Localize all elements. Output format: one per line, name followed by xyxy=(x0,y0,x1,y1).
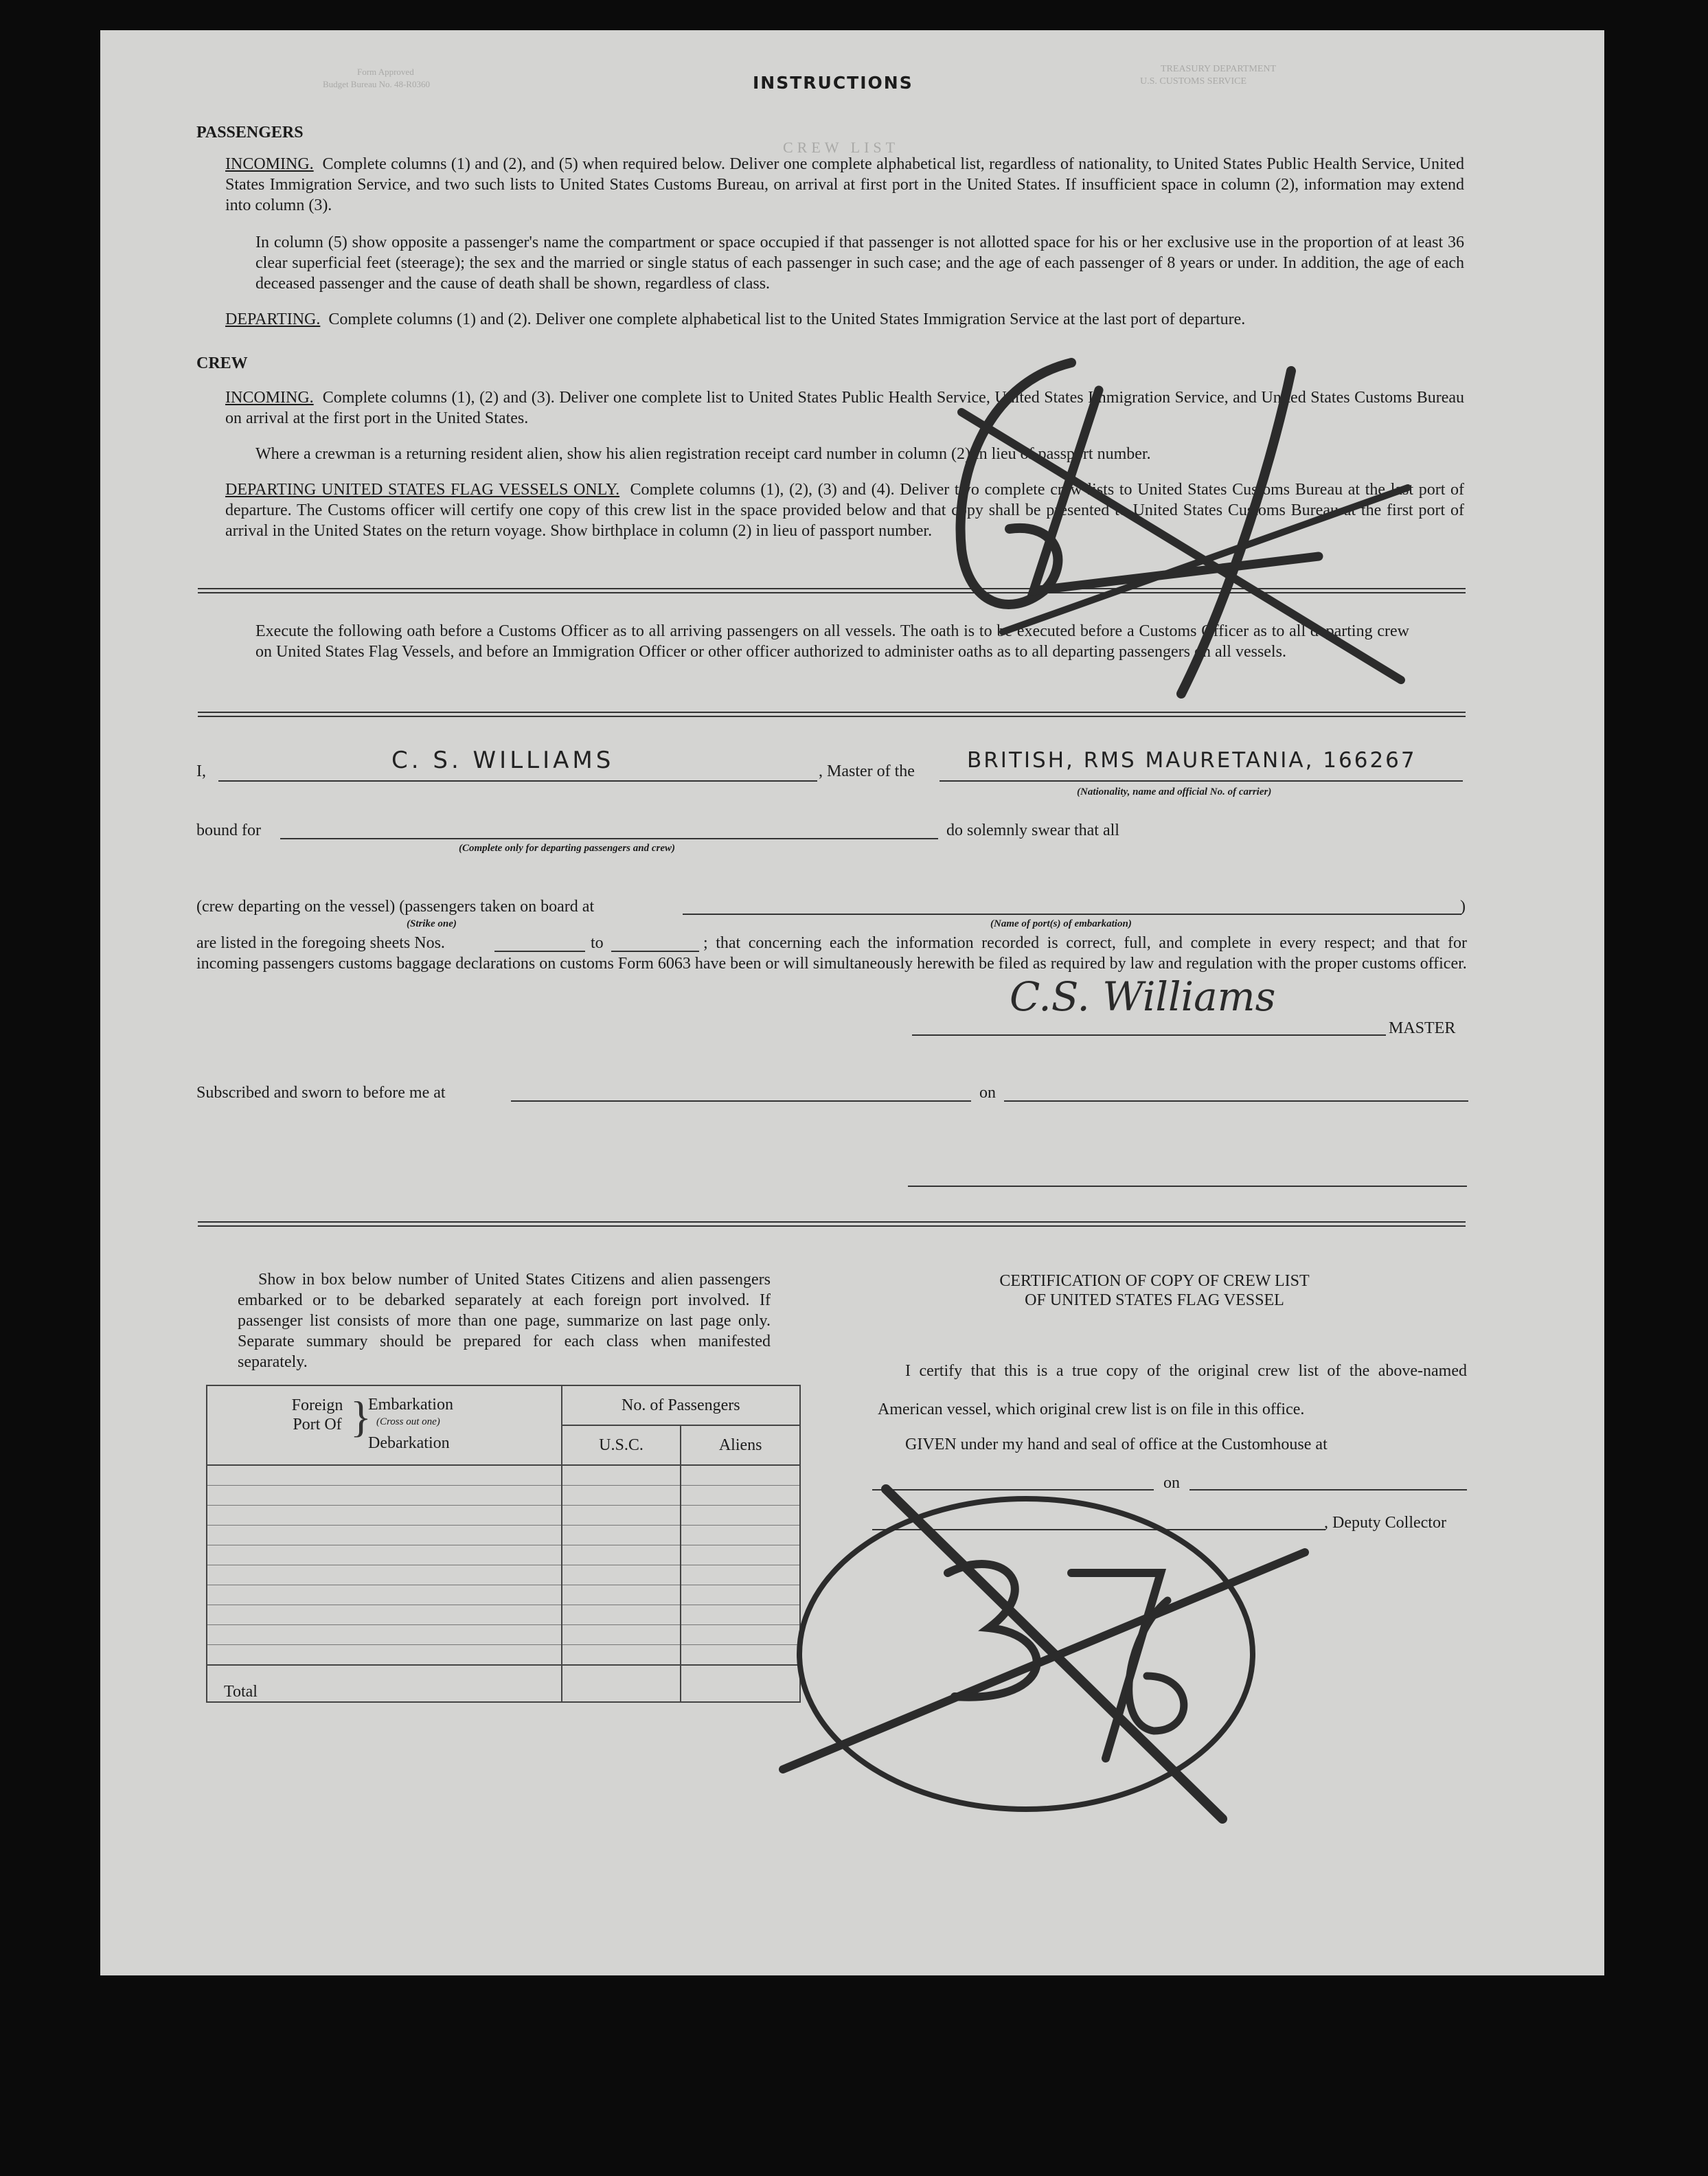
certification-text: I certify that this is a true copy of the original crew list of the above-named American vessel, which original crew list is on file in this office. xyxy=(878,1362,1467,1418)
crew-departing-label: (crew departing on the vessel) (passengers taken on board at xyxy=(196,898,595,916)
i-label: I, xyxy=(196,762,206,780)
master-label: MASTER xyxy=(1389,1019,1456,1037)
given-text: GIVEN under my hand and seal of office at the Customhouse at xyxy=(905,1436,1328,1453)
vessel-note: (Nationality, name and official No. of carrier) xyxy=(1077,786,1272,797)
sheets-label: are listed in the foregoing sheets Nos. xyxy=(196,934,445,952)
crew-incoming-label: INCOMING. xyxy=(225,389,314,407)
usc-header: U.S.C. xyxy=(562,1425,681,1465)
certification-title-1: CERTIFICATION OF COPY OF CREW LIST xyxy=(999,1272,1310,1290)
passengers-incoming-label: INCOMING. xyxy=(225,155,314,173)
swear-label: do solemnly swear that all xyxy=(946,821,1119,839)
passengers-heading: PASSENGERS xyxy=(196,124,304,141)
crew-resident-paragraph: Where a crewman is a returning resident alien, show his alien registration receipt card number in column (2) in lieu of passport number. xyxy=(255,445,1151,463)
crew-departing-text: Complete columns (1), (2), (3) and (4). Deliver two complete crew lists to United States Customs Bureau at the last port of departure. The Customs officer will certify one copy of this crew list in the space provided below and that copy shall be presented to United States Customs Bureau at the first port of arrival in the United States on the return voyage. Show birthplace in column (2) in lieu of passport number. xyxy=(225,481,1465,540)
certification-oath-text: ; that concerning each the information recorded is correct, full, and complete in every respect; and that for incoming passengers customs baggage declarations on customs Form 6063 have been or will simultaneously herewith be filed as required by law and regulation with the proper customs officer. xyxy=(196,934,1467,973)
subscribed-on-label: on xyxy=(979,1084,996,1102)
embarkation-label: Embarkation xyxy=(368,1396,453,1414)
brace-glyph: } xyxy=(350,1392,372,1441)
foreign-port-label: Foreign Port Of xyxy=(291,1396,343,1433)
strike-note: (Strike one) xyxy=(407,918,457,929)
embarkation-note: (Name of port(s) of embarkation) xyxy=(990,918,1132,929)
total-label: Total xyxy=(207,1665,562,1702)
crew-incoming-text: Complete columns (1), (2) and (3). Deliver one complete list to United States Public Health Service, United States Immigration Service, and United States Customs Bureau on arrival at the first port in the United States. xyxy=(225,389,1465,427)
ghost-treasury: TREASURY DEPARTMENT xyxy=(1161,64,1277,74)
summary-instruction: Show in box below number of United States Citizens and alien passengers embarked or to be debarked separately at each foreign port involved. If passenger list consists of more than one page, summarize on last page only. Separate summary should be prepared for each class when manifested separately. xyxy=(238,1271,771,1371)
passengers-incoming-text: Complete columns (1) and (2), and (5) when required below. Deliver one complete alphabetical list, regardless of nationality, to United States Public Health Service, United States Immigration Service, and two such lists to United States Customs Bureau, on arrival at first port in the United States. If insufficient space in column (2), information may extend into column (3). xyxy=(225,155,1465,214)
vessel-value: BRITISH, RMS MAURETANIA, 166267 xyxy=(967,748,1417,773)
deputy-label: , Deputy Collector xyxy=(1324,1514,1446,1532)
debarkation-label: Debarkation xyxy=(368,1434,450,1452)
master-name-value: C. S. WILLIAMS xyxy=(391,747,615,774)
certification-on-label: on xyxy=(1163,1474,1180,1492)
crew-departing-label: DEPARTING UNITED STATES FLAG VESSELS ONLY. xyxy=(225,481,620,499)
passengers-column5-paragraph: In column (5) show opposite a passenger's name the compartment or space occupied if that passenger is not allotted space for his or her exclusive use in the proportion of at least 36 clear superficial feet (steerage); the sex and the married or single status of each passenger in such case; and the age of each passenger of 8 years or under. In addition, the age of each deceased passenger and the cause of death shall be shown, regardless of class. xyxy=(255,234,1464,293)
master-signature: C.S. Williams xyxy=(1010,973,1276,1020)
ghost-budget-bureau: Budget Bureau No. 48-R0360 xyxy=(323,79,430,89)
aliens-header: Aliens xyxy=(681,1425,800,1465)
ghost-crew-list: CREW LIST xyxy=(783,139,900,156)
cross-out-note: (Cross out one) xyxy=(376,1416,440,1427)
oath-instruction: Execute the following oath before a Customs Officer as to all arriving passengers on all vessels. The oath is to be executed before a Customs Officer as to all departing crew on United States Flag Vessels, and before an Immigration Officer or other officer authorized to administer oaths as to all departing passengers on all vessels. xyxy=(255,622,1409,661)
subscribed-label: Subscribed and sworn to before me at xyxy=(196,1084,446,1102)
top-crossed-number-mark xyxy=(961,363,1408,694)
ghost-form-approved: Form Approved xyxy=(357,67,414,77)
no-passengers-header: No. of Passengers xyxy=(562,1385,800,1425)
bottom-circled-number-mark xyxy=(783,1489,1305,1819)
passengers-departing-text: Complete columns (1) and (2). Deliver one complete alphabetical list to the United States Immigration Service at the last port of departure. xyxy=(328,310,1246,328)
instructions-title: INSTRUCTIONS xyxy=(753,73,913,93)
to-label: to xyxy=(591,934,604,952)
closing-paren: ) xyxy=(1460,898,1466,916)
certification-title-2: OF UNITED STATES FLAG VESSEL xyxy=(1025,1291,1284,1309)
passengers-departing-label: DEPARTING. xyxy=(225,310,321,328)
ghost-customs: U.S. CUSTOMS SERVICE xyxy=(1140,76,1246,87)
bound-for-note: (Complete only for departing passengers and crew) xyxy=(459,843,675,854)
master-of-label: , Master of the xyxy=(819,762,915,780)
crew-heading: CREW xyxy=(196,354,248,372)
bound-for-label: bound for xyxy=(196,821,261,839)
